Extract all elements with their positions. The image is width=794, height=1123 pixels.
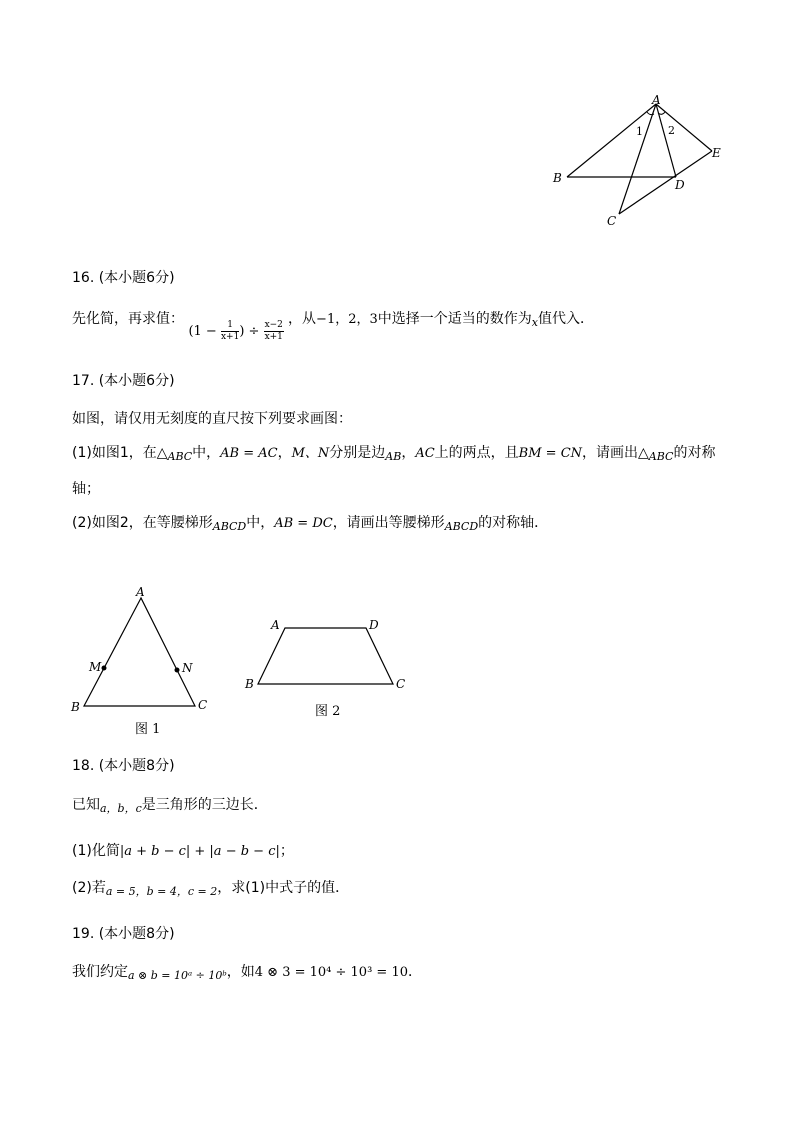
q16-header: 16. (本小题6分) [72, 270, 175, 286]
fig2-label-d: D [369, 618, 379, 632]
segment-ab [567, 104, 656, 177]
point-n [175, 668, 180, 673]
fig2-label-b: B [245, 677, 254, 691]
q17-part1-tail: 轴； [72, 481, 100, 497]
label-angle1: 1 [636, 125, 643, 138]
fig1-label-n: N [182, 661, 193, 675]
fig1-label-m: M [89, 660, 102, 674]
fig2-caption: 图 2 [315, 704, 341, 719]
fig1-label-a: A [136, 585, 145, 599]
angle2-arc [658, 112, 665, 114]
fig2-label-a: A [271, 618, 280, 632]
q18-intro: 已知$_{a,b,c}$是三角形的三边长． [72, 797, 268, 815]
fig1-caption: 图 1 [135, 722, 161, 737]
trapezoid-abcd [258, 628, 393, 684]
q17-header: 17. (本小题6分) [72, 373, 175, 389]
fig2-label-c: C [396, 677, 406, 691]
q16-expression: (1 − $\frac{1}{x+1}$ ) ÷ $\frac{x-2}{x+1}$ [188, 320, 283, 342]
fig1-label-b: B [71, 700, 80, 714]
fig1-label-c: C [198, 698, 208, 712]
segment-ae [656, 104, 712, 151]
top-geometry-figure [540, 90, 740, 235]
segment-ac [619, 104, 656, 214]
figure-2-trapezoid [240, 612, 415, 697]
q17-part2: (2)如图2，在等腰梯形$_{ABCD}$中，AB = DC，请画出等腰梯形$_{ABCD}$的对称轴． [72, 515, 549, 533]
q17-part1: (1)如图1，在$\triangle_{ABC}$中，AB = AC，M、N分别是边$_{AB}$，AC上的两点，且BM = CN，请画出$\triangle_{ABC}$的对称 [72, 445, 716, 463]
q18-part2: (2)若$_{a = 5,b = 4,c = 2}$，求(1)中式子的值． [72, 880, 350, 898]
label-angle2: 2 [668, 124, 675, 137]
q16-values: −1，2，3 [316, 312, 378, 327]
segment-ad [656, 104, 676, 177]
point-m [102, 666, 107, 671]
triangle-abc [84, 598, 195, 706]
q19-header: 19. (本小题8分) [72, 926, 175, 942]
q16-text: 先化简，再求值： [72, 311, 184, 327]
figure-1-triangle [60, 580, 220, 720]
q19-line: 我们约定$_{a \otimes b = 10ᵃ \div 10ᵇ}$，如4 ⊗ 3 = 10⁴ ÷ 10³ = 10． [72, 964, 422, 982]
q18-part1: (1)化简|a + b − c| + |a − b − c|； [72, 843, 294, 859]
segment-ce [619, 151, 712, 214]
q17-intro: 如图，请仅用无刻度的直尺按下列要求画图： [72, 411, 352, 427]
q18-header: 18. (本小题8分) [72, 758, 175, 774]
label-e: E [712, 146, 721, 160]
label-a: A [652, 93, 661, 107]
label-b: B [553, 171, 562, 185]
q16-var: x [531, 316, 538, 329]
label-c: C [607, 214, 617, 228]
q16-line1: 先化简，再求值： (1 − $\frac{1}{x+1}$ ) ÷ $\frac{x-2}{x+1}$ ，从−1，2，3中选择一个适当的数作为$_x$值代入． [72, 311, 594, 342]
label-d: D [675, 178, 685, 192]
